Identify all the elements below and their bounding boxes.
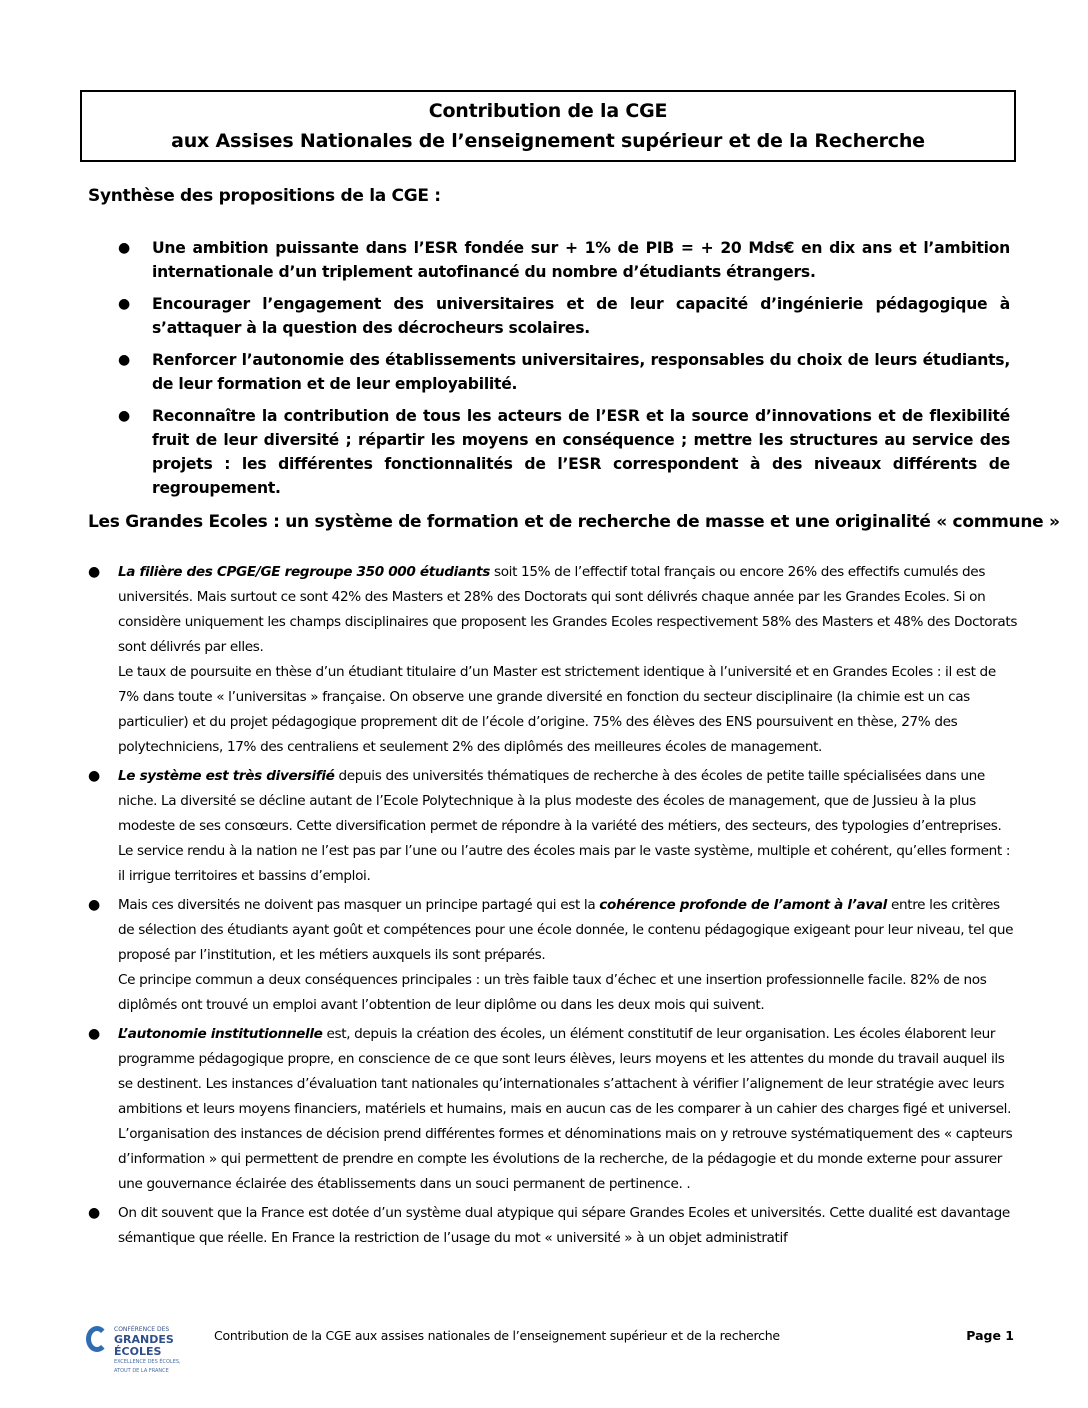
- synthese-item: [118, 348, 1010, 396]
- bullet-icon: ●: [88, 897, 100, 913]
- section2-item: [88, 1201, 1018, 1251]
- item-emphasis: L’autonomie institutionnelle: [118, 1026, 323, 1042]
- item-extra: L’organisation des instances de décision prend différentes formes et dénominations mais on y retrouve systématiquement des « capteurs d’information » qui permettent de prendre en compte les évolutions de la recherche, de la pédagogie et du monde externe pour assurer une gouvernance éclairée des établissements dans un souci permanent de pertinence. .: [118, 1126, 1013, 1192]
- item-text: entre les critères de sélection des étudiants ayant goût et compétences pour une école donnée, le contenu pédagogique exigeant pour leur niveau, tel que proposé par l’institution, et les métiers auxquels ils sont préparés.: [118, 897, 1014, 963]
- page-number: Page 1: [966, 1328, 1014, 1343]
- item-text: est, depuis la création des écoles, un élément constitutif de leur organisation. Les écoles élaborent leur programme pédagogique propre, en conscience de ce que sont leurs élèves, leurs moyens et les attentes du monde du travail auquel ils se destinent. Les instances d’évaluation tant nationales qu’internationales s’attachent à vérifier l’alignement de leur stratégie avec leurs ambitions et leurs moyens financiers, matériels et humains, mais en aucun cas de les comparer à un cahier des charges figé et universel.: [118, 1026, 1012, 1117]
- item-emphasis: cohérence profonde de l’amont à l’aval: [599, 897, 887, 913]
- logo-text: [114, 1325, 196, 1376]
- logo-line-1: CONFÉRENCE DES: [114, 1326, 170, 1333]
- page-footer: [84, 1322, 1014, 1374]
- section2-list: [88, 560, 1018, 1255]
- synthese-heading: Synthèse des propositions de la CGE :: [88, 186, 441, 206]
- bullet-icon: ●: [118, 296, 130, 312]
- synthese-item: [118, 404, 1010, 500]
- title-box: [80, 90, 1016, 162]
- section2-item: [88, 560, 1018, 760]
- bullet-icon: ●: [88, 768, 100, 784]
- section2-heading: Les Grandes Ecoles : un système de formation et de recherche de masse et une originalité « commune »: [88, 512, 1060, 532]
- item-emphasis: Le système est très diversifié: [118, 768, 335, 784]
- synthese-item: [118, 236, 1010, 284]
- footer-text: Contribution de la CGE aux assises nationales de l’enseignement supérieur et de la recherche: [214, 1328, 780, 1343]
- synthese-item: [118, 292, 1010, 340]
- synthese-item-text: Une ambition puissante dans l’ESR fondée sur + 1% de PIB = + 20 Mds€ en dix ans et l’ambition internationale d’un triplement autofinancé du nombre d’étudiants étrangers.: [152, 239, 1010, 281]
- title-line-1: Contribution de la CGE: [428, 100, 668, 122]
- logo-tagline: EXCELLENCE DES ÉCOLES, ATOUT DE LA FRANCE: [114, 1359, 181, 1374]
- bullet-icon: ●: [88, 1205, 100, 1221]
- cge-logo-icon: [84, 1322, 196, 1374]
- item-text: depuis des universités thématiques de recherche à des écoles de petite taille spécialisées dans une niche. La diversité se décline autant de l’Ecole Polytechnique à la plus modeste des écoles de management, que de Jussieu à la plus modeste de ses consœurs. Cette diversification permet de répondre à la variété des métiers, des secteurs, des typologies d’entreprises. Le service rendu à la nation ne l’est pas par l’une ou l’autre des écoles mais par le vaste système, multiple et cohérent, qu’elles forment : il irrigue territoires et bassins d’emploi.: [118, 768, 1011, 884]
- bullet-icon: ●: [118, 240, 130, 256]
- section2-item: [88, 1022, 1018, 1197]
- bullet-icon: ●: [118, 352, 130, 368]
- bullet-icon: ●: [88, 1026, 100, 1042]
- item-text: On dit souvent que la France est dotée d’un système dual atypique qui sépare Grandes Ecoles et universités. Cette dualité est davantage sémantique que réelle. En France la restriction de l’usage du mot « université » à un objet administratif: [118, 1205, 1010, 1246]
- item-pre: Mais ces diversités ne doivent pas masquer un principe partagé qui est la: [118, 897, 600, 913]
- item-extra: Le taux de poursuite en thèse d’un étudiant titulaire d’un Master est strictement identique à l’université et en Grandes Ecoles : il est de 7% dans toute « l’universitas » française. On observe une grande diversité en fonction du secteur disciplinaire (la chimie est un cas particulier) et du projet pédagogique proprement dit de l’école d’origine. 75% des élèves des ENS poursuivent en thèse, 27% des polytechniciens, 17% des centraliens et seulement 2% des diplômés des meilleures écoles de management.: [118, 664, 996, 755]
- bullet-icon: ●: [88, 564, 100, 580]
- section2-item: [88, 893, 1018, 1018]
- title-line-2: aux Assises Nationales de l’enseignement supérieur et de la Recherche: [171, 130, 925, 152]
- bullet-icon: ●: [118, 408, 130, 424]
- synthese-list: [118, 236, 1010, 508]
- section2-item: [88, 764, 1018, 889]
- synthese-item-text: Reconnaître la contribution de tous les acteurs de l’ESR et la source d’innovations et de flexibilité fruit de leur diversité ; répartir les moyens en conséquence ; mettre les structures au service des projets : les différentes fonctionnalités de l’ESR correspondent à des niveaux différents de regroupement.: [152, 407, 1010, 497]
- synthese-item-text: Renforcer l’autonomie des établissements universitaires, responsables du choix de leurs étudiants, de leur formation et de leur employabilité.: [152, 351, 1010, 393]
- logo-line-3: ÉCOLES: [114, 1345, 162, 1358]
- item-extra: Ce principe commun a deux conséquences principales : un très faible taux d’échec et une insertion professionnelle facile. 82% de nos diplômés ont trouvé un emploi avant l’obtention de leur diplôme ou dans les deux mois qui suivent.: [118, 972, 987, 1013]
- item-emphasis: La filière des CPGE/GE regroupe 350 000 étudiants: [118, 564, 490, 580]
- logo-line-2: GRANDES: [114, 1333, 174, 1346]
- logo-mark: [86, 1326, 108, 1352]
- item-text: soit 15% de l’effectif total français ou encore 26% des effectifs cumulés des universités. Mais surtout ce sont 42% des Masters et 28% des Doctorats qui sont délivrés chaque année par les Grandes Ecoles. Si on considère uniquement les champs disciplinaires que proposent les Grandes Ecoles respectivement 58% des Masters et 48% des Doctorats sont délivrés par elles.: [118, 564, 1018, 655]
- synthese-item-text: Encourager l’engagement des universitaires et de leur capacité d’ingénierie pédagogique à s’attaquer à la question des décrocheurs scolaires.: [152, 295, 1010, 337]
